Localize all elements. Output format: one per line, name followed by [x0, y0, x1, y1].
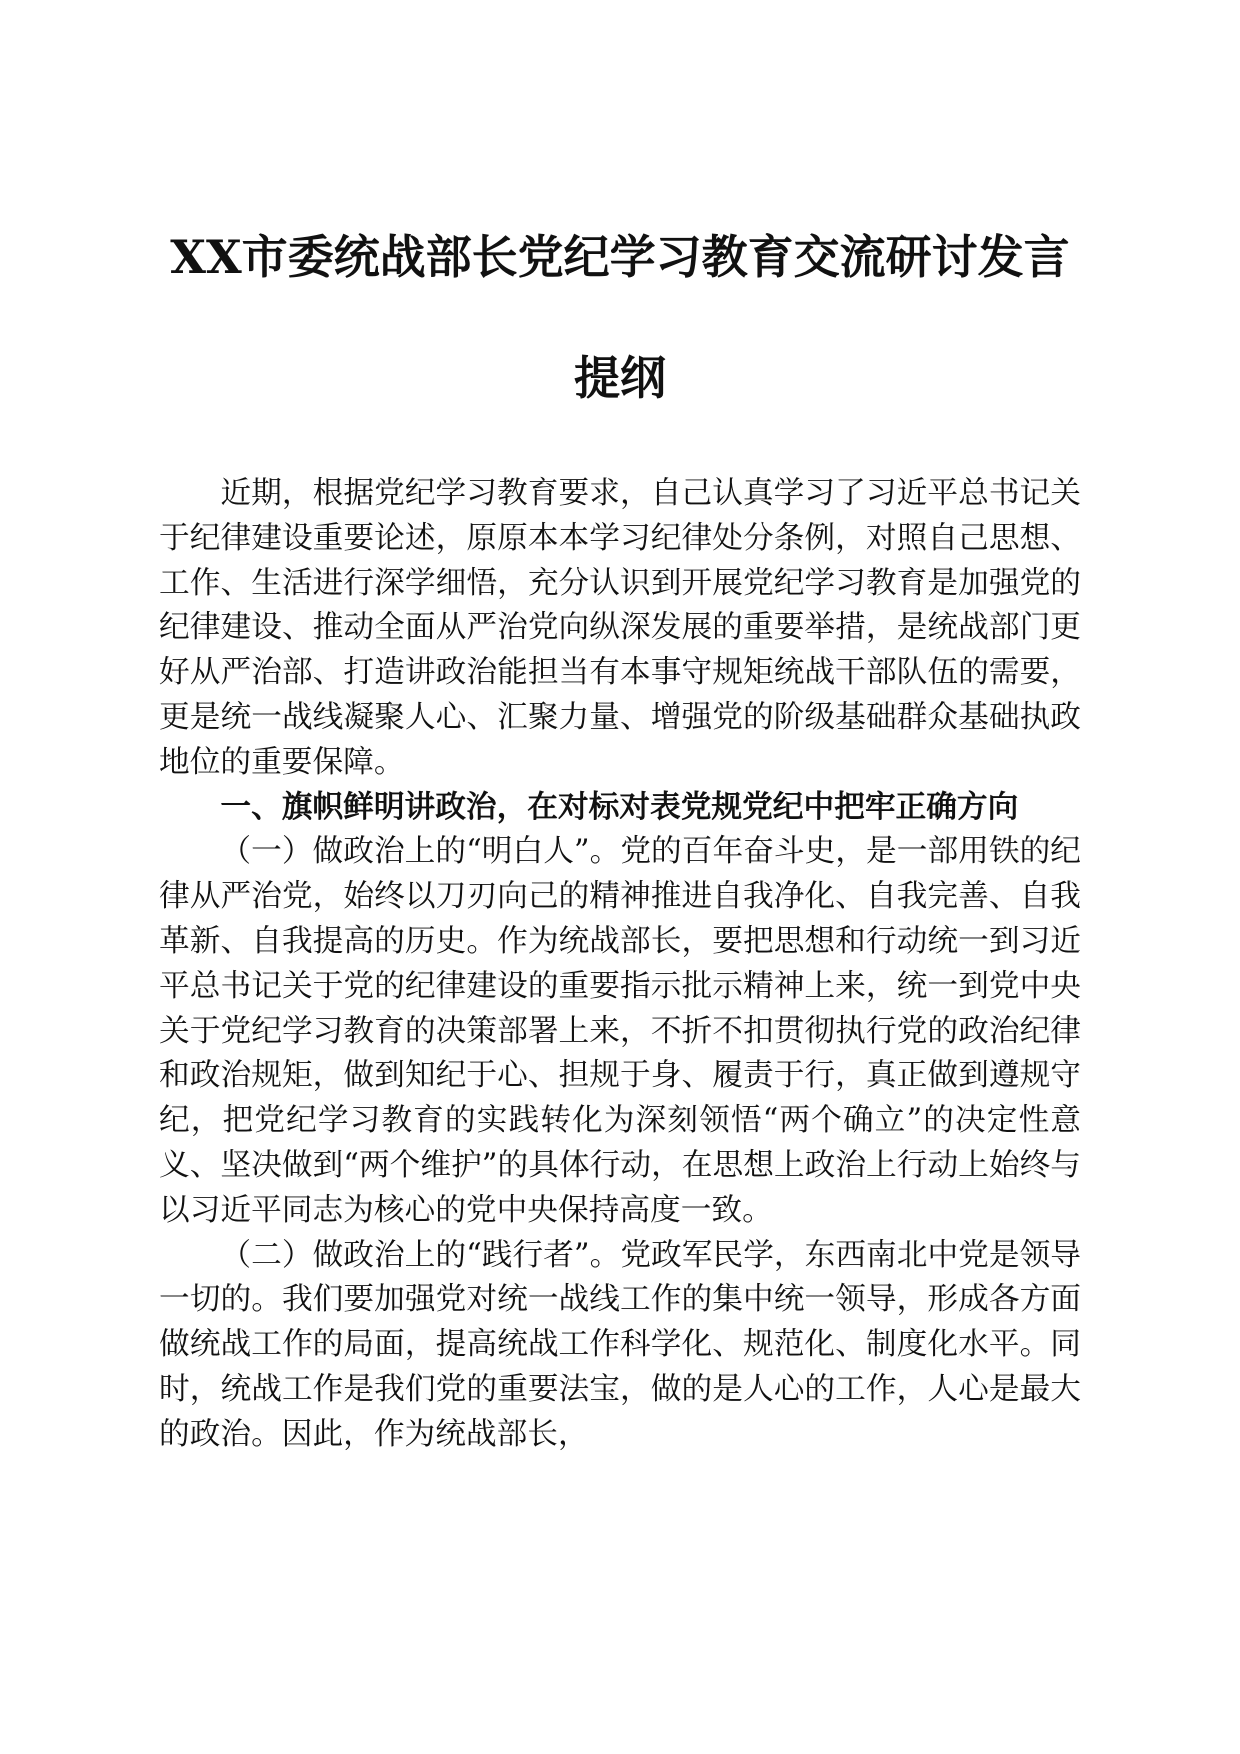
document-page: [159, 0, 1081, 1754]
subsection-paragraph-2: （二）做政治上的“践行者”。党政军民学，东西南北中党是领导一切的。我们要加强党对统一战线工作的集中统一领导，形成各方面做统战工作的局面，提高统战工作科学化、规范化、制度化水平。同时，统战工作是我们党的重要法宝，做的是人心的工作，人心是最大的政治。因此，作为统战部长，: [159, 1237, 1081, 1452]
intro-paragraph: 近期，根据党纪学习教育要求，自己认真学习了习近平总书记关于纪律建设重要论述，原原本本学习纪律处分条例，对照自己思想、工作、生活进行深学细悟，充分认识到开展党纪学习教育是加强党的纪律建设、推动全面从严治党向纵深发展的重要举措，是统战部门更好从严治部、打造讲政治能担当有本事守规矩统战干部队伍的需要，更是统一战线凝聚人心、汇聚力量、增强党的阶级基础群众基础执政地位的重要保障。: [159, 476, 1081, 780]
document-title-line-1: XX市委统战部长党纪学习教育交流研讨发言: [170, 230, 1070, 284]
document-title-line-2: 提纲: [574, 351, 666, 405]
document-body: [159, 472, 1081, 1458]
section-heading-1: 一、旗帜鲜明讲政治，在对标对表党规党纪中把牢正确方向: [220, 789, 1019, 825]
subsection-paragraph-1: （一）做政治上的“明白人”。党的百年奋斗史，是一部用铁的纪律从严治党，始终以刀刃向己的精神推进自我净化、自我完善、自我革新、自我提高的历史。作为统战部长，要把思想和行动统一到习近平总书记关于党的纪律建设的重要指示批示精神上来，统一到党中央关于党纪学习教育的决策部署上来，不折不扣贯彻执行党的政治纪律和政治规矩，做到知纪于心、担规于身、履责于行，真正做到遵规守纪，把党纪学习教育的实践转化为深刻领悟“两个确立”的决定性意义、坚决做到“两个维护”的具体行动，在思想上政治上行动上始终与以习近平同志为核心的党中央保持高度一致。: [159, 834, 1081, 1228]
